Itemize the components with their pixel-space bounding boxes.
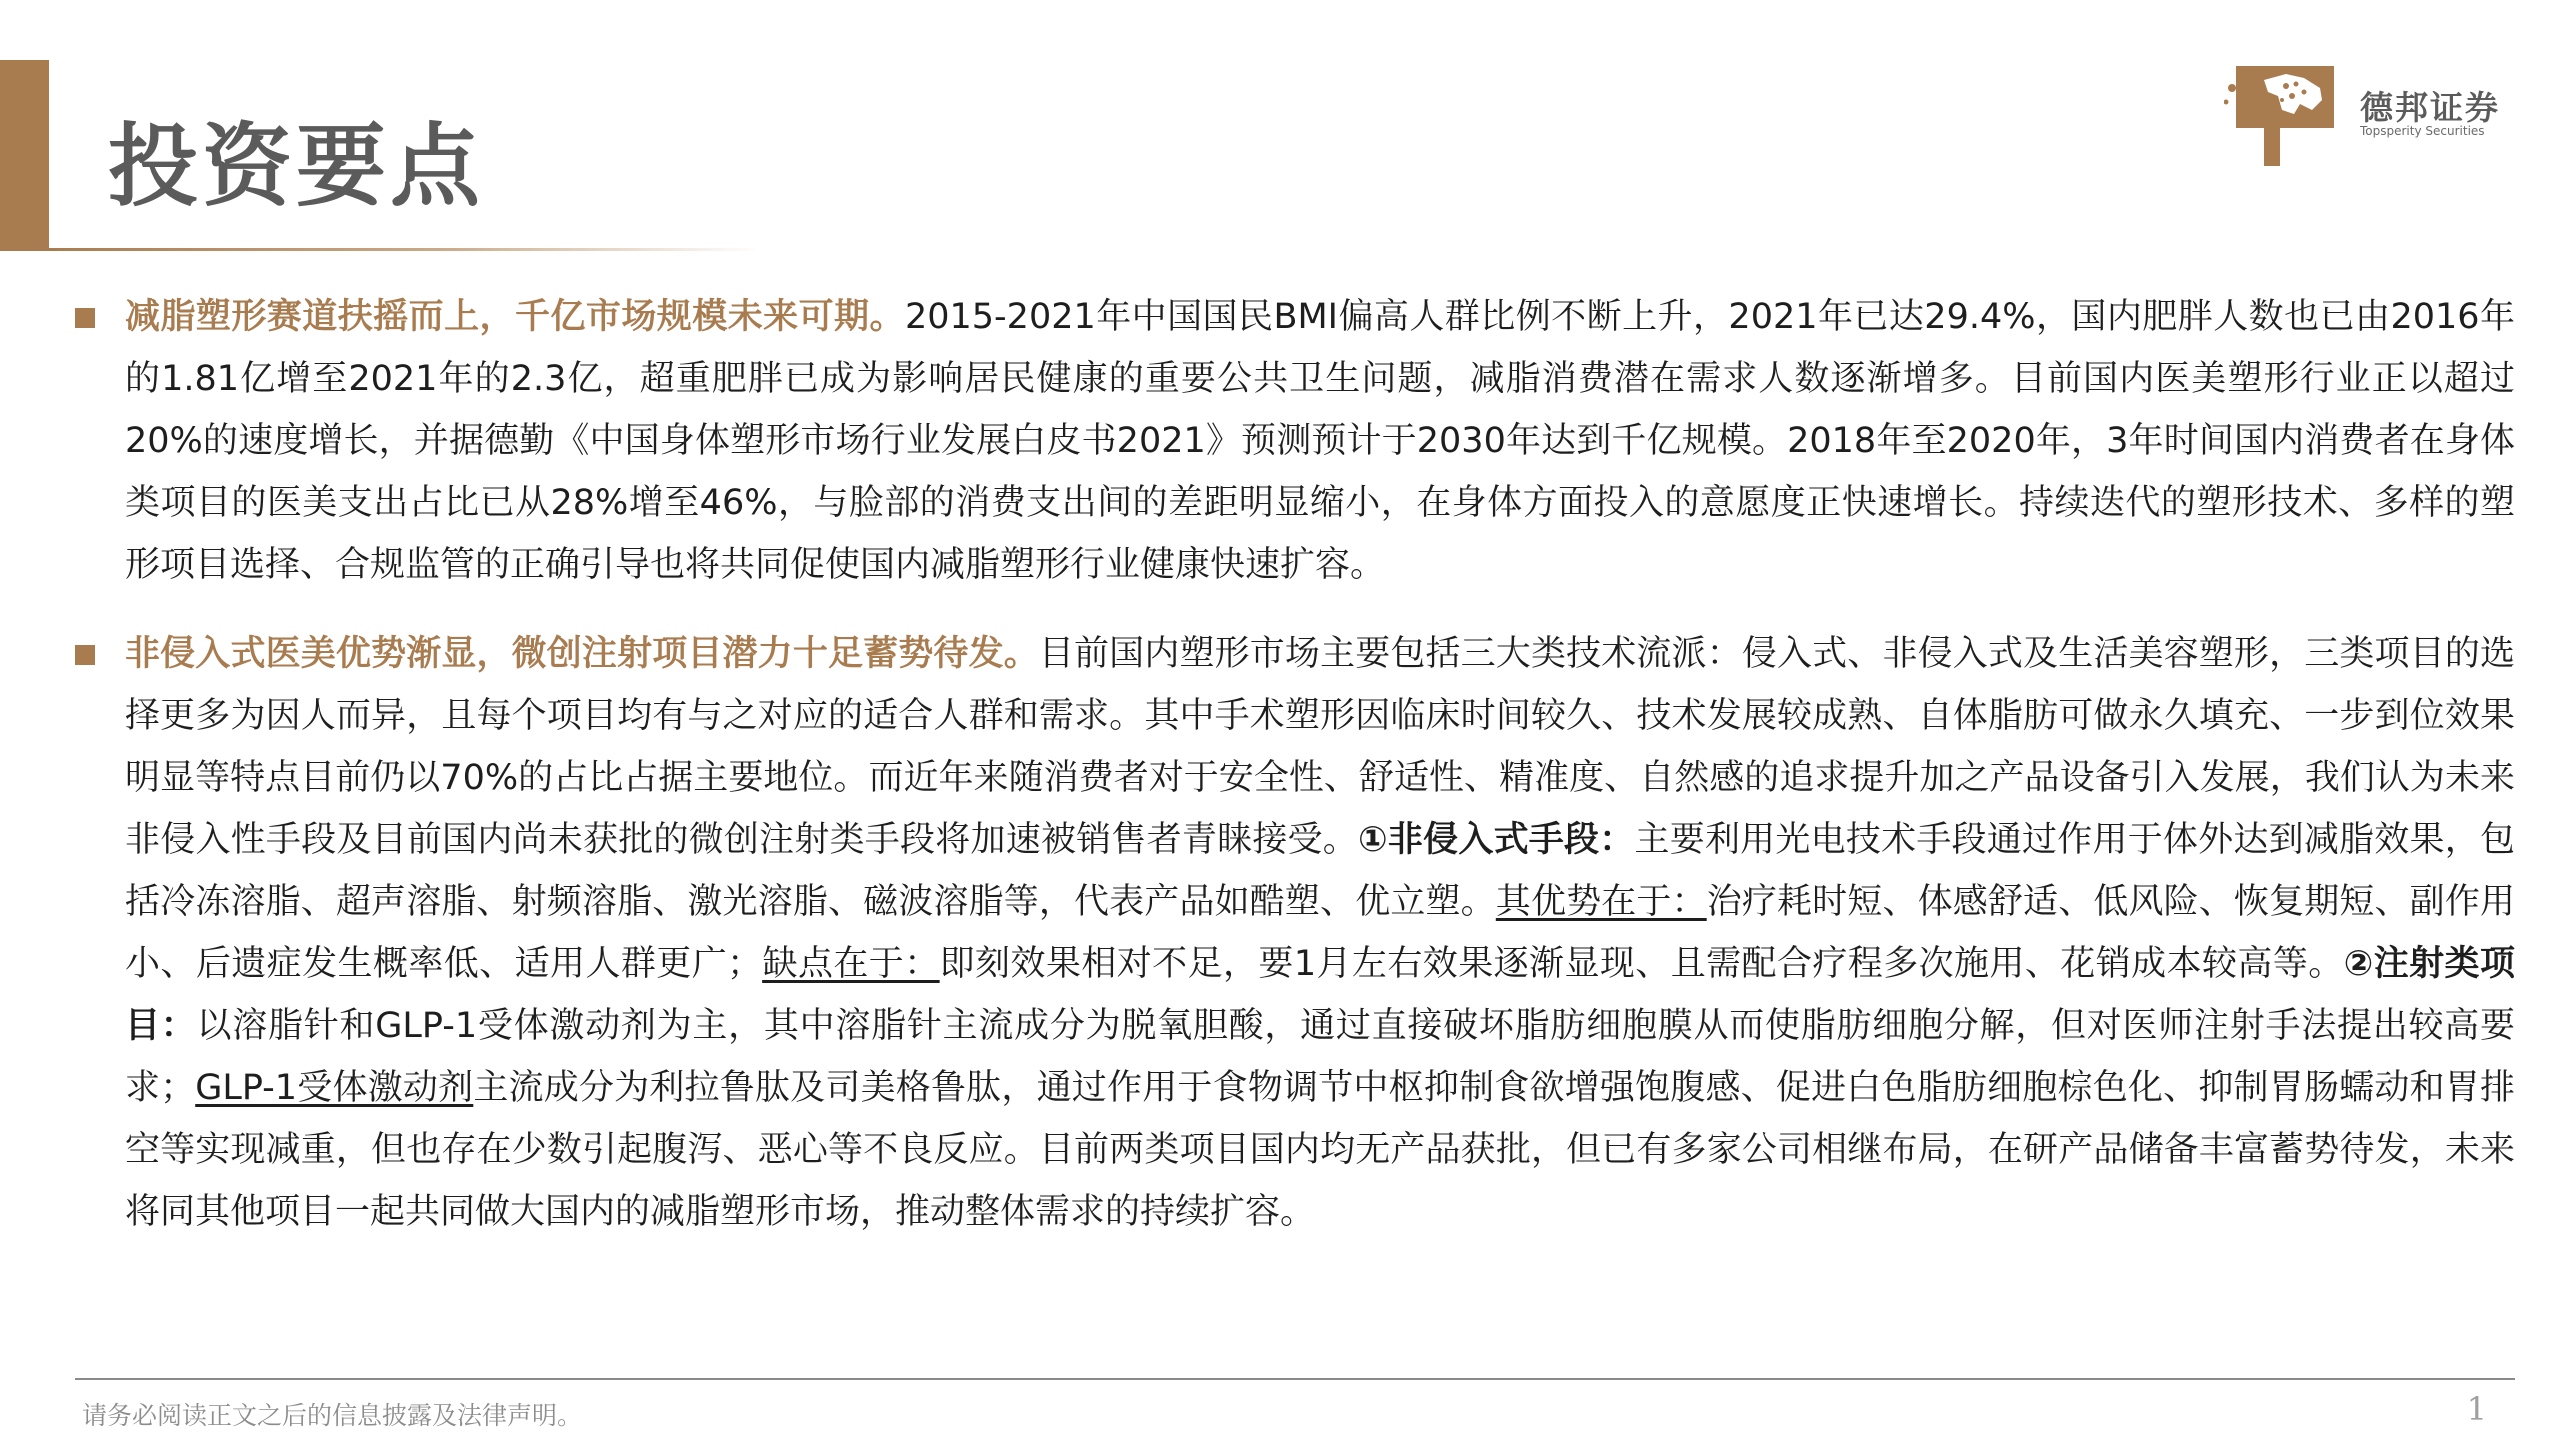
injection-body: 以溶脂针和GLP-1受体激动剂为主，其中溶脂针主流成分为脱氧胆酸，通过直接破坏脂肪细胞膜从而使脂肪细胞分解，但对医师注射手法提出较高要求； bbox=[125, 1006, 2515, 1108]
glp1-body: 主流成分为利拉鲁肽及司美格鲁肽，通过作用于食物调节中枢抑制食欲增强饱腹感、促进白色脂肪细胞棕色化、抑制胃肠蠕动和胃排空等实现减重，但也存在少数引起腹泻、恶心等不良反应。目前两类项目国内均无产品获批，但已有多家公司相继布局，在研产品储备丰富蓄势待发，未来将同其他项目一起共同做大国内的减脂塑形市场，推动整体需求的持续扩容。 bbox=[125, 1068, 2515, 1232]
page-number: 1 bbox=[2466, 1390, 2487, 1428]
company-logo bbox=[2224, 66, 2524, 166]
logo-name-cn: 德邦证券 bbox=[2360, 88, 2500, 127]
section-2-intro: 目前国内塑形市场主要包括三大类技术流派：侵入式、非侵入式及生活美容塑形，三类项目的选择更多为因人而异，且每个项目均有与之对应的适合人群和需求。其中手术塑形因临床时间较久、技术发展较成熟、自体脂肪可做永久填充、一步到位效果明显等特点目前仍以70%的占比占据主要地位。而近年来随消费者对于安全性、舒适性、精准度、自然感的追求提升加之产品设备引入发展，我们认为未来非侵入性手段及目前国内尚未获批的微创注射类手段将加速被销售者青睐接受。 bbox=[125, 634, 2515, 860]
footer-divider bbox=[75, 1378, 2515, 1380]
section-2-heading: 非侵入式医美优势渐显，微创注射项目潜力十足蓄势待发。 bbox=[125, 634, 1039, 674]
leopard-logo-icon bbox=[2224, 66, 2334, 166]
square-bullet-icon bbox=[75, 645, 95, 665]
footer-disclaimer: 请务必阅读正文之后的信息披露及法律声明。 bbox=[82, 1401, 583, 1430]
section-1-text bbox=[125, 286, 2515, 596]
logo-name-en: Topsperity Securities bbox=[2360, 124, 2485, 138]
bullet-section-2 bbox=[75, 623, 2515, 1243]
title-underline bbox=[49, 248, 759, 251]
advantages-body: 治疗耗时短、体感舒适、低风险、恢复期短、副作用小、后遗症发生概率低、适用人群更广； bbox=[125, 882, 2515, 984]
disadvantages-label: 缺点在于： bbox=[762, 944, 940, 984]
square-bullet-icon bbox=[75, 308, 95, 328]
disadvantages-body: 即刻效果相对不足，要1月左右效果逐渐显现、且需配合疗程多次施用、花销成本较高等。 bbox=[939, 944, 2344, 984]
glp1-label: GLP-1受体激动剂 bbox=[195, 1068, 474, 1108]
page-title: 投资要点 bbox=[108, 114, 484, 219]
section-1-body: 2015-2021年中国国民BMI偏高人群比例不断上升，2021年已达29.4%，国内肥胖人数也已由2016年的1.81亿增至2021年的2.3亿，超重肥胖已成为影响居民健康的重要公共卫生问题，减脂消费潜在需求人数逐渐增多。目前国内医美塑形行业正以超过20%的速度增长，并据德勤《中国身体塑形市场行业发展白皮书2021》预测预计于2030年达到千亿规模。2018年至2020年，3年时间国内消费者在身体类项目的医美支出占比已从28%增至46%，与脸部的消费支出间的差距明显缩小，在身体方面投入的意愿度正快速增长。持续迭代的塑形技术、多样的塑形项目选择、合规监管的正确引导也将共同促使国内减脂塑形行业健康快速扩容。 bbox=[125, 297, 2515, 585]
bullet-section-1 bbox=[75, 286, 2515, 596]
title-accent-bar bbox=[0, 60, 49, 251]
advantages-label: 其优势在于： bbox=[1495, 882, 1707, 922]
section-1-heading: 减脂塑形赛道扶摇而上，千亿市场规模未来可期。 bbox=[125, 297, 905, 337]
non-invasive-label: ①非侵入式手段： bbox=[1358, 820, 1635, 860]
non-invasive-body: 主要利用光电技术手段通过作用于体外达到减脂效果，包括冷冻溶脂、超声溶脂、射频溶脂、激光溶脂、磁波溶脂等，代表产品如酷塑、优立塑。 bbox=[125, 820, 2515, 922]
section-2-text bbox=[125, 623, 2515, 1243]
main-content bbox=[75, 286, 2515, 1243]
injection-label: ②注射类项目： bbox=[125, 944, 2515, 1046]
